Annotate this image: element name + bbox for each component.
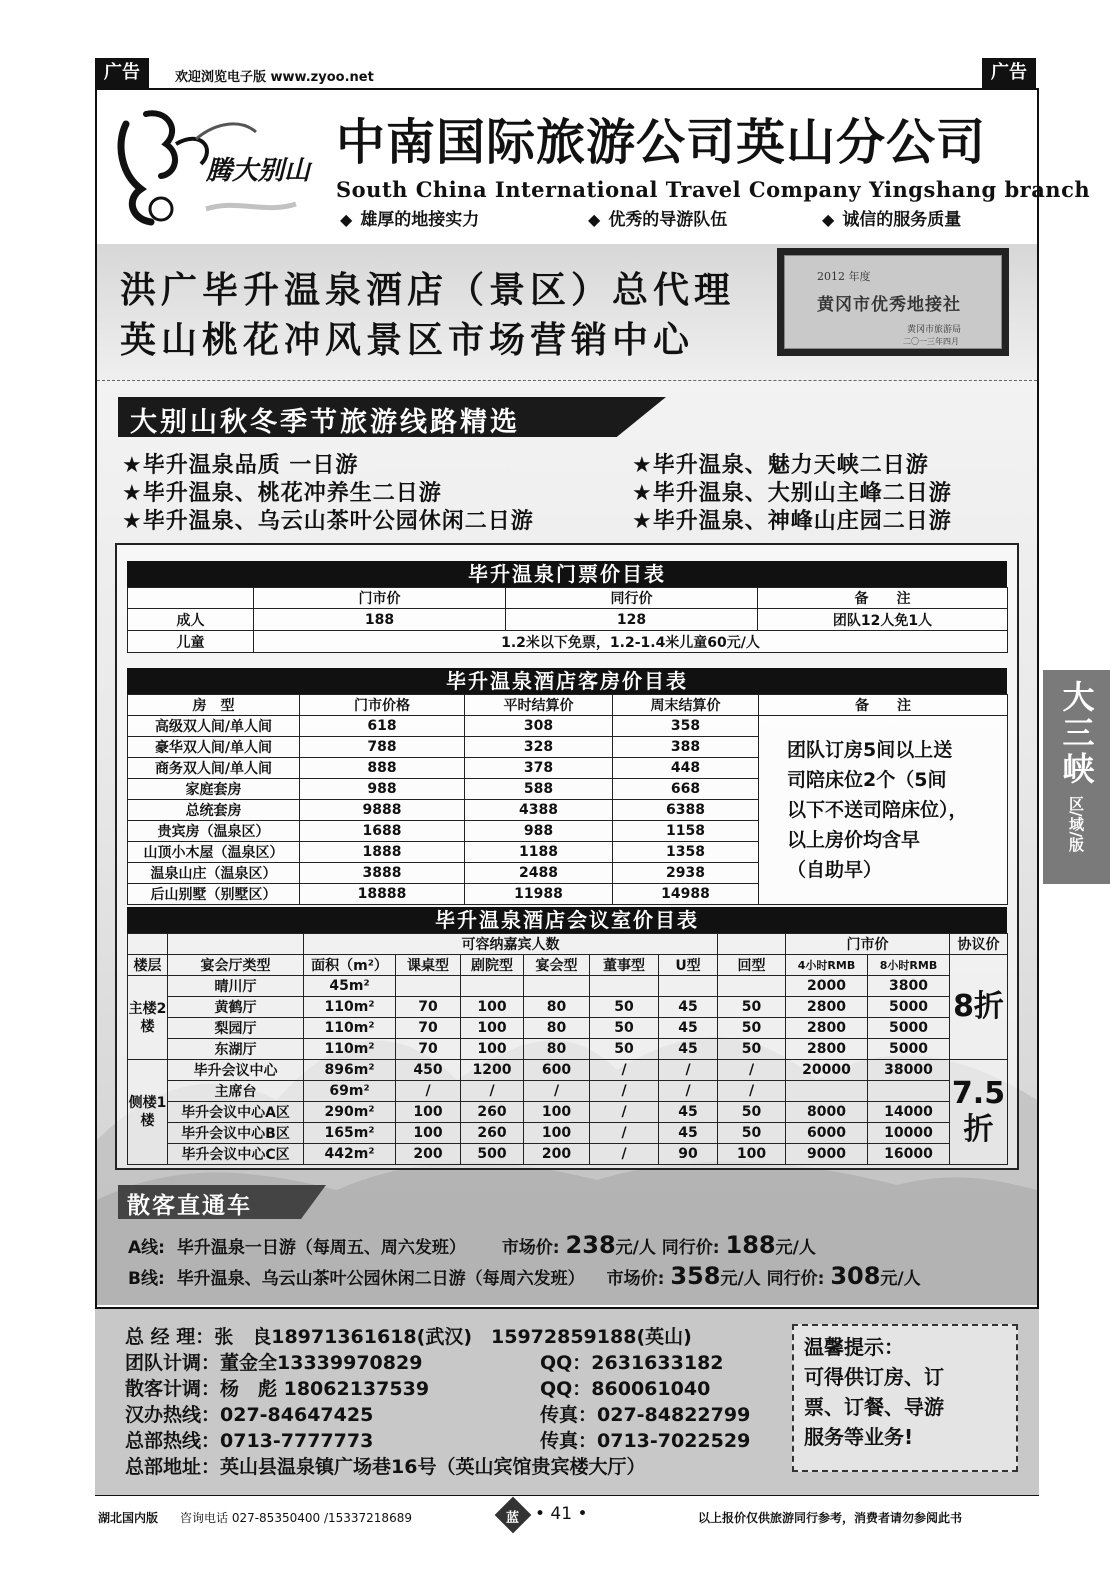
route-item: ★毕升温泉、大别山主峰二日游	[632, 481, 952, 506]
company-name-en: South China International Travel Company Yingshang branch	[336, 177, 1091, 202]
table-cell	[396, 976, 461, 997]
table-cell: 450	[396, 1060, 461, 1081]
bus-line-a: A线: 毕升温泉一日游（每周五、周六发班） 市场价: 238元/人 同行价: 188元/人	[128, 1231, 816, 1259]
table-cell: 1688	[300, 821, 465, 842]
table-cell: 448	[613, 758, 759, 779]
table-cell: /	[590, 1144, 659, 1165]
table-cell: 贵宾房（温泉区）	[128, 821, 300, 842]
route-item: ★毕升温泉、桃花冲养生二日游	[122, 481, 442, 506]
table-cell: 442m²	[304, 1144, 396, 1165]
table-header: 周末结算价	[613, 695, 759, 716]
table-header: 回型	[718, 955, 786, 976]
table-cell: /	[659, 1081, 718, 1102]
table-cell: 308	[465, 716, 613, 737]
discount-header: 协议价	[950, 934, 1008, 955]
table-cell: 50	[718, 1018, 786, 1039]
table-cell: 后山别墅（别墅区）	[128, 884, 300, 905]
table-cell: 260	[461, 1123, 524, 1144]
cell: 128	[506, 609, 758, 631]
route-item: ★毕升温泉、神峰山庄园二日游	[632, 509, 952, 534]
page-number: • 41 •	[535, 1504, 588, 1524]
table-header: 平时结算价	[465, 695, 613, 716]
footer-badge: 蓝	[506, 1511, 520, 1526]
table-cell: 50	[590, 1018, 659, 1039]
table-cell	[659, 976, 718, 997]
table-cell: 378	[465, 758, 613, 779]
table-row	[128, 1123, 1008, 1144]
table-cell	[590, 976, 659, 997]
table-cell: 5000	[868, 1039, 950, 1060]
table-cell: 2800	[786, 997, 868, 1018]
table-cell: 毕升会议中心C区	[168, 1144, 304, 1165]
table-cell: 14000	[868, 1102, 950, 1123]
table-cell: 260	[461, 1102, 524, 1123]
table-cell: 988	[465, 821, 613, 842]
table-cell: 100	[718, 1144, 786, 1165]
slogan-1: ◆ 雄厚的地接实力	[340, 210, 480, 230]
table-cell: 9000	[786, 1144, 868, 1165]
table-cell: 100	[524, 1102, 590, 1123]
table-cell: 70	[396, 997, 461, 1018]
table-cell: 50	[590, 997, 659, 1018]
table-cell: 45	[659, 1039, 718, 1060]
table-cell: 黄鹤厅	[168, 997, 304, 1018]
table-cell: /	[461, 1081, 524, 1102]
table-cell	[718, 934, 786, 955]
table-header: 门市价	[254, 588, 506, 609]
table-row	[128, 976, 1008, 997]
room-note: 团队订房5间以上送 司陪床位2个（5间 以下不送司陪床位）， 以上房价均含早 （自助早）	[759, 716, 1008, 905]
table-cell: 290m²	[304, 1102, 396, 1123]
table-cell: 100	[461, 1039, 524, 1060]
cert-year: 2012 年度	[817, 270, 871, 283]
table-cell: 6388	[613, 800, 759, 821]
table-cell: 5000	[868, 997, 950, 1018]
table-cell: /	[590, 1102, 659, 1123]
table-cell: 18888	[300, 884, 465, 905]
contact-team-qq: QQ：2631633182	[540, 1352, 724, 1374]
website-text: 欢迎浏览电子版 www.zyoo.net	[175, 70, 374, 85]
table-cell: 388	[613, 737, 759, 758]
table-cell: 69m²	[304, 1081, 396, 1102]
table-cell: 商务双人间/单人间	[128, 758, 300, 779]
contact-hq-fax: 传真：0713-7022529	[540, 1430, 751, 1452]
row-label: 成人	[128, 609, 254, 631]
company-name-cn: 中南国际旅游公司英山分公司	[336, 113, 987, 171]
table-cell: 豪华双人间/单人间	[128, 737, 300, 758]
room-table-title: 毕升温泉酒店客房价目表	[127, 668, 1007, 694]
table-header: U型	[659, 955, 718, 976]
table-cell: /	[524, 1081, 590, 1102]
route-item: ★毕升温泉品质 一日游	[122, 453, 359, 478]
dragon-logo	[106, 104, 331, 234]
table-cell: 90	[659, 1144, 718, 1165]
table-cell: 5000	[868, 1018, 950, 1039]
table-cell: 8000	[786, 1102, 868, 1123]
table-cell: 500	[461, 1144, 524, 1165]
price-header: 门市价	[786, 934, 950, 955]
ad-label-right: 广告	[982, 58, 1036, 88]
table-cell: 梨园厅	[168, 1018, 304, 1039]
table-cell: 10000	[868, 1123, 950, 1144]
table-cell: 2800	[786, 1039, 868, 1060]
side-tab-big: 大三峡	[1057, 680, 1096, 788]
cell: 188	[254, 609, 506, 631]
table-cell: 2488	[465, 863, 613, 884]
table-cell: /	[396, 1081, 461, 1102]
table-cell: 晴川厅	[168, 976, 304, 997]
table-cell	[128, 934, 168, 955]
table-row	[128, 1060, 1008, 1081]
cell: 1.2米以下免票，1.2-1.4米儿童60元/人	[254, 631, 1008, 653]
table-cell: 70	[396, 1018, 461, 1039]
tip-line: 服务等业务!	[804, 1425, 914, 1449]
discount-75: 7.5折	[950, 1060, 1008, 1165]
table-cell: 618	[300, 716, 465, 737]
table-header: 同行价	[506, 588, 758, 609]
table-header: 宴会型	[524, 955, 590, 976]
table-cell: 70	[396, 1039, 461, 1060]
route-item: ★毕升温泉、乌云山茶叶公园休闲二日游	[122, 509, 534, 534]
table-cell: 50	[718, 1039, 786, 1060]
table-row	[128, 1081, 1008, 1102]
table-header: 课桌型	[396, 955, 461, 976]
table-cell: 588	[465, 779, 613, 800]
table-header: 宴会厅类型	[168, 955, 304, 976]
table-cell: 山顶小木屋（温泉区）	[128, 842, 300, 863]
bus-title: 散客直通车	[127, 1193, 252, 1219]
table-cell: 4388	[465, 800, 613, 821]
table-cell: 高级双人间/单人间	[128, 716, 300, 737]
contact-hq: 总部热线：0713-7777773	[125, 1430, 374, 1452]
table-cell: /	[718, 1081, 786, 1102]
table-cell: 110m²	[304, 1039, 396, 1060]
table-cell: 600	[524, 1060, 590, 1081]
table-cell: 80	[524, 1018, 590, 1039]
agency-line-2: 英山桃花冲风景区市场营销中心	[120, 320, 695, 361]
table-cell: 788	[300, 737, 465, 758]
table-header: 楼层	[128, 955, 168, 976]
tip-title: 温馨提示：	[804, 1335, 904, 1359]
table-cell: 45	[659, 1018, 718, 1039]
footer-edition: 湖北国内版	[98, 1511, 159, 1525]
contact-wuhan-fax: 传真：027-84822799	[540, 1404, 751, 1426]
table-row	[128, 631, 1008, 653]
table-cell: 110m²	[304, 1018, 396, 1039]
table-cell: 1358	[613, 842, 759, 863]
table-cell: 总统套房	[128, 800, 300, 821]
table-cell	[461, 976, 524, 997]
diamond-icon: ◆	[340, 210, 353, 229]
table-row	[128, 609, 1008, 631]
table-cell: 主席台	[168, 1081, 304, 1102]
route-item: ★毕升温泉、魅力天峡二日游	[632, 453, 929, 478]
agency-line-1: 洪广毕升温泉酒店（景区）总代理	[120, 270, 736, 311]
ticket-table	[127, 587, 1008, 653]
table-cell: 2800	[786, 1018, 868, 1039]
table-cell: 38000	[868, 1060, 950, 1081]
floor-label: 侧楼1楼	[128, 1060, 168, 1165]
slogan-2: ◆ 优秀的导游队伍	[588, 210, 728, 230]
cell: 团队12人免1人	[758, 609, 1008, 631]
table-cell: 毕升会议中心	[168, 1060, 304, 1081]
table-cell: /	[590, 1123, 659, 1144]
table-cell: 100	[396, 1102, 461, 1123]
table-cell: 200	[524, 1144, 590, 1165]
bus-line-b: B线: 毕升温泉、乌云山茶叶公园休闲二日游（每周六发班） 市场价: 358元/人 同行价: 308元/人	[128, 1262, 921, 1290]
table-header: 房 型	[128, 695, 300, 716]
table-cell: 100	[524, 1123, 590, 1144]
table-cell: 988	[300, 779, 465, 800]
diamond-icon: ◆	[822, 210, 835, 229]
table-cell: 2000	[786, 976, 868, 997]
contact-fit: 散客计调：杨 彪 18062137539	[125, 1378, 430, 1400]
table-row	[128, 716, 1008, 737]
tip-line: 可得供订房、订	[804, 1365, 944, 1389]
table-cell: 2938	[613, 863, 759, 884]
table-cell: 16000	[868, 1144, 950, 1165]
table-cell: 温泉山庄（温泉区）	[128, 863, 300, 884]
ad-label-left: 广告	[95, 58, 149, 88]
footer-disclaimer: 以上报价仅供旅游同行参考，消费者请勿参阅此书	[698, 1511, 963, 1525]
table-cell: 50	[718, 997, 786, 1018]
table-row	[128, 1039, 1008, 1060]
table-cell: 3888	[300, 863, 465, 884]
table-cell: 100	[461, 997, 524, 1018]
footer-phone: 咨询电话 027-85350400 /15337218689	[180, 1511, 412, 1525]
ticket-table-title: 毕升温泉门票价目表	[127, 561, 1007, 587]
contact-gm: 总 经 理：张 良18971361618(武汉) 15972859188(英山)	[125, 1326, 692, 1348]
meeting-table-title: 毕升温泉酒店会议室价目表	[127, 907, 1007, 933]
table-cell: 1200	[461, 1060, 524, 1081]
logo-text: 腾大别山	[206, 156, 311, 186]
side-tab-small: 区/域/版	[1067, 796, 1085, 852]
meeting-table	[127, 933, 1008, 1165]
table-cell: 328	[465, 737, 613, 758]
table-header: 备 注	[759, 695, 1008, 716]
table-cell: 1158	[613, 821, 759, 842]
table-cell: 668	[613, 779, 759, 800]
table-cell: 45	[659, 1123, 718, 1144]
table-cell: 358	[613, 716, 759, 737]
contact-team: 团队计调：董金全13339970829	[125, 1352, 423, 1374]
table-cell: 100	[396, 1123, 461, 1144]
table-header	[128, 588, 254, 609]
contact-address: 总部地址：英山县温泉镇广场巷16号（英山宾馆贵宾楼大厅）	[125, 1456, 646, 1478]
diamond-icon: ◆	[588, 210, 601, 229]
table-cell: 1188	[465, 842, 613, 863]
routes-banner-title: 大别山秋冬季节旅游线路精选	[130, 407, 520, 438]
table-cell: 毕升会议中心B区	[168, 1123, 304, 1144]
table-cell	[786, 1081, 868, 1102]
table-cell: /	[590, 1081, 659, 1102]
capacity-header: 可容纳嘉宾人数	[304, 934, 718, 955]
table-cell: /	[590, 1060, 659, 1081]
table-cell: 50	[718, 1123, 786, 1144]
table-row	[128, 997, 1008, 1018]
contact-fit-qq: QQ：860061040	[540, 1378, 711, 1400]
table-cell: 45m²	[304, 976, 396, 997]
certificate-plaque	[777, 248, 1009, 356]
table-row	[128, 1018, 1008, 1039]
row-label: 儿童	[128, 631, 254, 653]
cert-issuer: 黄冈市旅游局	[907, 325, 962, 335]
table-header: 剧院型	[461, 955, 524, 976]
table-cell: 11988	[465, 884, 613, 905]
table-cell: 50	[718, 1102, 786, 1123]
tip-box	[792, 1324, 1018, 1472]
table-cell: 1888	[300, 842, 465, 863]
table-cell: 6000	[786, 1123, 868, 1144]
table-cell: 110m²	[304, 997, 396, 1018]
table-cell: 家庭套房	[128, 779, 300, 800]
table-cell: 896m²	[304, 1060, 396, 1081]
table-cell	[524, 976, 590, 997]
table-cell: 东湖厅	[168, 1039, 304, 1060]
table-cell: 80	[524, 997, 590, 1018]
table-header: 面积（m²）	[304, 955, 396, 976]
table-cell: 80	[524, 1039, 590, 1060]
table-header: 8小时RMB	[868, 955, 950, 976]
table-cell: 100	[461, 1018, 524, 1039]
floor-label: 主楼2楼	[128, 976, 168, 1060]
cert-title: 黄冈市优秀地接社	[817, 295, 961, 315]
cert-date: 二〇一三年四月	[903, 337, 959, 346]
table-cell	[718, 976, 786, 997]
slogan-3: ◆ 诚信的服务质量	[822, 210, 962, 230]
table-cell: 9888	[300, 800, 465, 821]
table-cell: 毕升会议中心A区	[168, 1102, 304, 1123]
table-header: 门市价格	[300, 695, 465, 716]
table-header: 备 注	[758, 588, 1008, 609]
table-row	[128, 1102, 1008, 1123]
table-cell: 45	[659, 1102, 718, 1123]
discount-8: 8折	[950, 955, 1008, 1060]
table-header: 董事型	[590, 955, 659, 976]
table-cell: 45	[659, 997, 718, 1018]
table-cell: 888	[300, 758, 465, 779]
table-header: 4小时RMB	[786, 955, 868, 976]
table-cell: 200	[396, 1144, 461, 1165]
table-cell	[868, 1081, 950, 1102]
table-row	[128, 1144, 1008, 1165]
table-cell	[168, 934, 304, 955]
tip-line: 票、订餐、导游	[804, 1395, 944, 1419]
table-cell: 14988	[613, 884, 759, 905]
table-cell: /	[718, 1060, 786, 1081]
table-cell: 20000	[786, 1060, 868, 1081]
table-cell: 50	[590, 1039, 659, 1060]
table-cell: /	[659, 1060, 718, 1081]
divider	[97, 380, 1037, 381]
table-cell: 165m²	[304, 1123, 396, 1144]
contact-wuhan: 汉办热线：027-84647425	[125, 1404, 374, 1426]
room-table	[127, 694, 1008, 905]
side-tab	[1043, 670, 1110, 884]
table-cell: 3800	[868, 976, 950, 997]
